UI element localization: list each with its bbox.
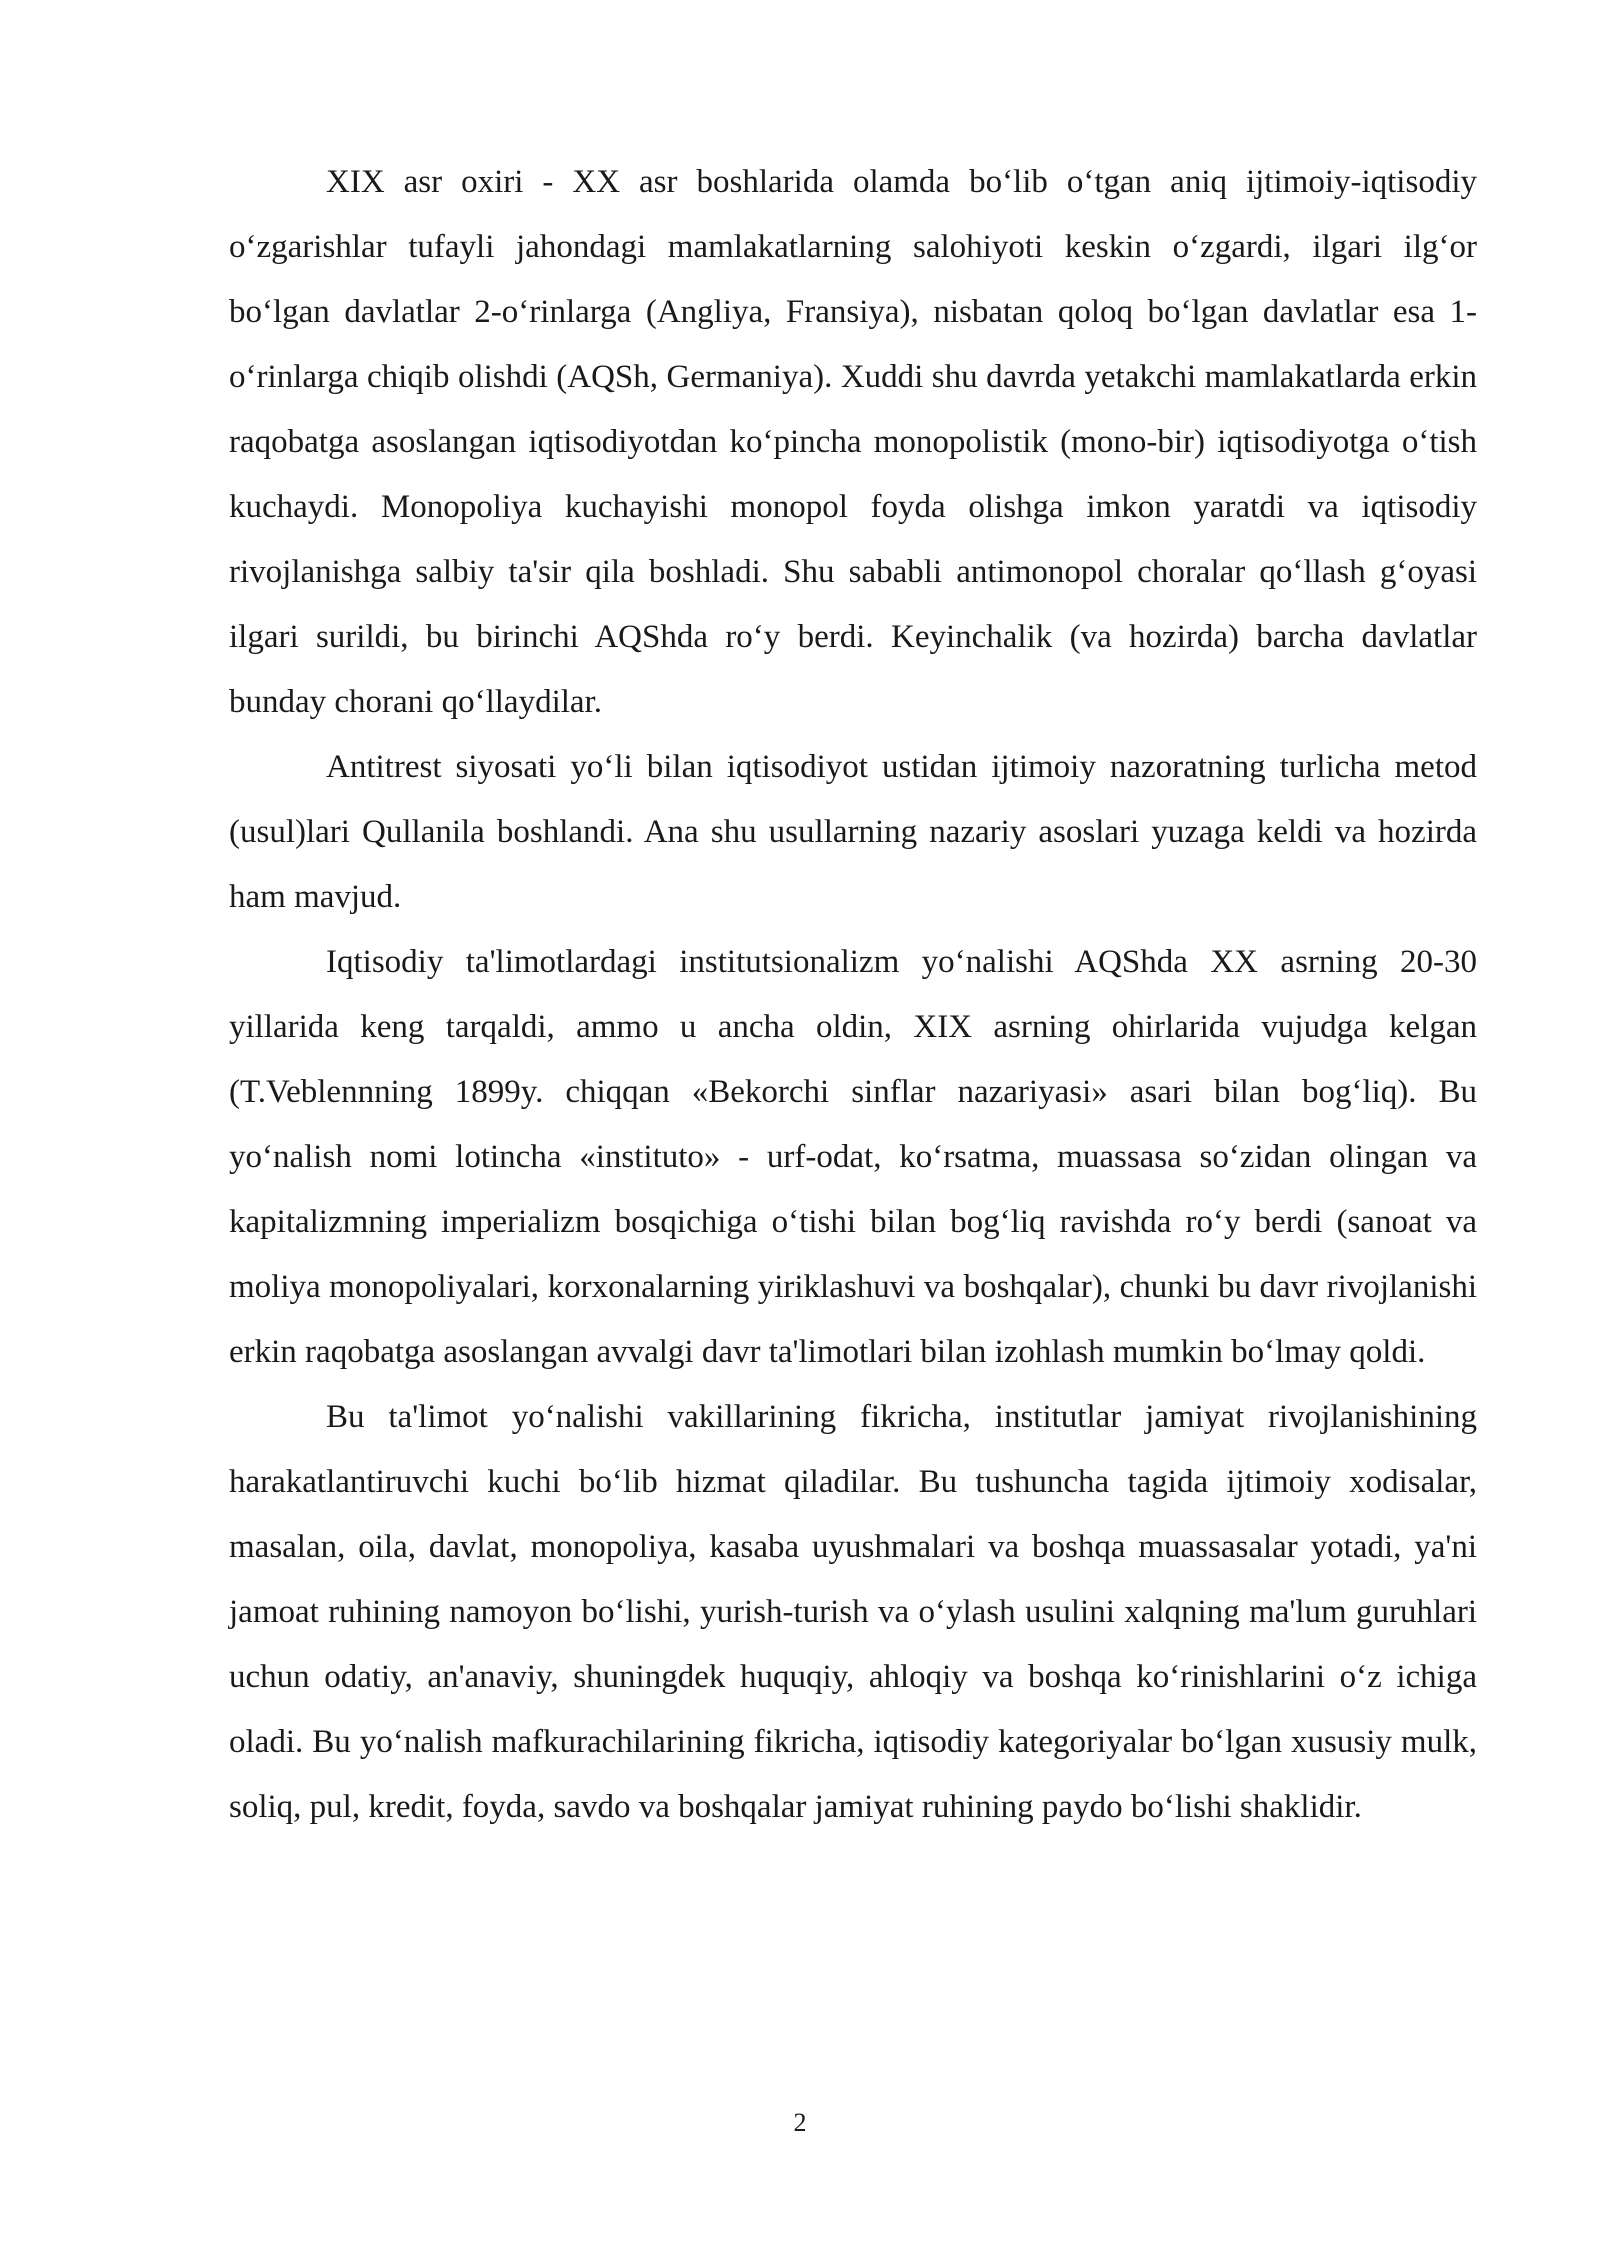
paragraph-2: Antitrest siyosati yo‘li bilan iqtisodiyot ustidan ijtimoiy nazoratning turlicha metod (usul)lari Qullanila boshlandi. Ana shu usullarning nazariy asoslari yuzaga keldi va hozirda ham mavjud. [229, 749, 1477, 915]
paragraph-1: XIX asr oxiri - XX asr boshlarida olamda bo‘lib o‘tgan aniq ijtimoiy-iqtisodiy o‘zgarishlar tufayli jahondagi mamlakatlarning salohiyoti keskin o‘zgardi, ilgari ilg‘or bo‘lgan davlatlar 2-o‘rinlarga (Angliya, Fransiya), nisbatan qoloq bo‘lgan davlatlar esa 1-o‘rinlarga chiqib olishdi (AQSh, Germaniya). Xuddi shu davrda yetakchi mamlakatlarda erkin raqobatga asoslangan iqtisodiyotdan ko‘pincha monopolistik (mono-bir) iqtisodiyotga o‘tish kuchaydi. Monopoliya kuchayishi monopol foyda olishga imkon yaratdi va iqtisodiy rivojlanishga salbiy ta'sir qila boshladi. Shu sababli antimonopol choralar qo‘llash g‘oyasi ilgari surildi, bu birinchi AQShda ro‘y berdi. Keyinchalik (va hozirda) barcha davlatlar bunday chorani qo‘llaydilar. [229, 164, 1477, 720]
paragraph-4: Bu ta'limot yo‘nalishi vakillarining fikricha, institutlar jamiyat rivojlanishining harakatlantiruvchi kuchi bo‘lib hizmat qiladilar. Bu tushuncha tagida ijtimoiy xodisalar, masalan, oila, davlat, monopoliya, kasaba uyushmalari va boshqa muassasalar yotadi, ya'ni jamoat ruhining namoyon bo‘lishi, yurish-turish va o‘ylash usulini xalqning ma'lum guruhlari uchun odatiy, an'anaviy, shuningdek huquqiy, ahloqiy va boshqa ko‘rinishlarini o‘z ichiga oladi. Bu yo‘nalish mafkurachilarining fikricha, iqtisodiy kategoriyalar bo‘lgan xususiy mulk, soliq, pul, kredit, foyda, savdo va boshqalar jamiyat ruhining paydo bo‘lishi shaklidir. [229, 1399, 1477, 1825]
document-body [229, 150, 1477, 1840]
page-number: 2 [793, 2108, 807, 2137]
paragraph-3: Iqtisodiy ta'limotlardagi institutsionalizm yo‘nalishi AQShda XX asrning 20-30 yillarida keng tarqaldi, ammo u ancha oldin, XIX asrning ohirlarida vujudga kelgan (T.Veblennning 1899y. chiqqan «Bekorchi sinflar nazariyasi» asari bilan bog‘liq). Bu yo‘nalish nomi lotincha «instituto» - urf-odat, ko‘rsatma, muassasa so‘zidan olingan va kapitalizmning imperializm bosqichiga o‘tishi bilan bog‘liq ravishda ro‘y berdi (sanoat va moliya monopoliyalari, korxonalarning yiriklashuvi va boshqalar), chunki bu davr rivojlanishi erkin raqobatga asoslangan avvalgi davr ta'limotlari bilan izohlash mumkin bo‘lmay qoldi. [229, 944, 1477, 1370]
